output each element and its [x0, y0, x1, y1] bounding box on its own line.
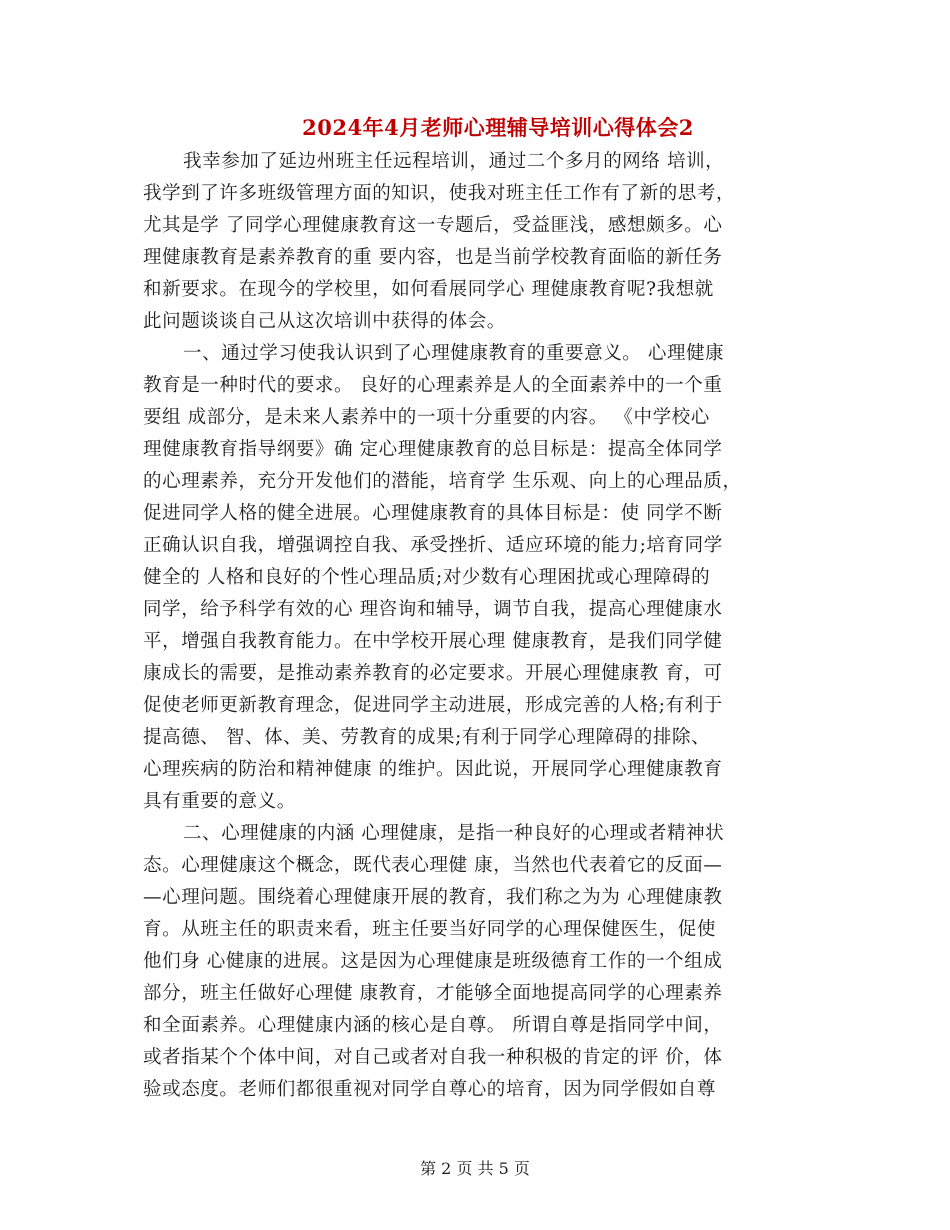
text-line: 同学，给予科学有效的心 理咨询和辅导，调节自我，提高心理健康水 — [143, 599, 723, 620]
text-line: 尤其是学 了同学心理健康教育这一专题后，受益匪浅，感想颇多。心 — [143, 215, 723, 236]
text-line: 和新要求。在现今的学校里，如何看展同学心 理健康教育呢?我想就 — [143, 279, 714, 300]
text-line: 具有重要的意义。 — [143, 791, 296, 812]
text-line: 康成长的需要，是推动素养教育的必定要求。开展心理健康教 育，可 — [143, 663, 723, 684]
text-line: 促进同学人格的健全进展。心理健康教育的具体目标是：使 同学不断 — [143, 503, 723, 524]
text-line: 二、心理健康的内涵 心理健康，是指一种良好的心理或者精神状 — [183, 823, 725, 844]
text-line: 理健康教育是素养教育的重 要内容，也是当前学校教育面临的新任务 — [143, 247, 723, 268]
text-line: —心理问题。围绕着心理健康开展的教育，我们称之为为 心理健康教 — [143, 887, 723, 908]
text-line: 验或态度。老师们都很重视对同学自尊心的培育，因为同学假如自尊 — [143, 1079, 717, 1100]
page-number-footer: 第 2 页 共 5 页 — [420, 1159, 530, 1178]
text-line: 健全的 人格和良好的个性心理品质;对少数有心理困扰或心理障碍的 — [143, 567, 711, 588]
text-line: 一、通过学习使我认识到了心理健康教育的重要意义。 心理健康 — [183, 343, 725, 364]
text-line: 育。从班主任的职责来看，班主任要当好同学的心理保健医生，促使 — [143, 919, 717, 940]
text-line: 部分，班主任做好心理健 康教育，才能够全面地提高同学的心理素养 — [143, 983, 723, 1004]
text-line: 提高德、 智、体、美、劳教育的成果;有利于同学心理障碍的排除、 — [143, 727, 711, 748]
text-line: 教育是一种时代的要求。 良好的心理素养是人的全面素养中的一个重 — [143, 375, 723, 396]
text-line: 促使老师更新教育理念，促进同学主动进展，形成完善的人格;有利于 — [143, 695, 723, 716]
text-line: 我学到了许多班级管理方面的知识，使我对班主任工作有了新的思考， — [143, 183, 736, 204]
text-line: 心理疾病的防治和精神健康 的维护。因此说，开展同学心理健康教育 — [143, 759, 723, 780]
text-line: 和全面素养。心理健康内涵的核心是自尊。 所谓自尊是指同学中间， — [143, 1015, 723, 1036]
text-line: 此问题谈谈自己从这次培训中获得的体会。 — [143, 311, 506, 332]
text-line: 正确认识自我，增强调控自我、承受挫折、适应环境的能力;培育同学 — [143, 535, 723, 556]
text-line: 要组 成部分，是未来人素养中的一项十分重要的内容。 《中学校心 — [143, 407, 710, 428]
text-line: 或者指某个个体中间，对自己或者对自我一种积极的肯定的评 价，体 — [143, 1047, 723, 1068]
text-line: 态。心理健康这个概念，既代表心理健 康，当然也代表着它的反面— — [143, 855, 723, 876]
document-body — [143, 146, 813, 1106]
text-line: 理健康教育指导纲要》确 定心理健康教育的总目标是：提高全体同学 — [143, 439, 723, 460]
text-line: 他们身 心健康的进展。这是因为心理健康是班级德育工作的一个组成 — [143, 951, 723, 972]
text-line: 的心理素养，充分开发他们的潜能，培育学 生乐观、向上的心理品质， — [143, 471, 742, 492]
text-line: 平，增强自我教育能力。在中学校开展心理 健康教育，是我们同学健 — [143, 631, 723, 652]
document-title: 2024年4月老师心理辅导培训心得体会2 — [302, 115, 694, 140]
text-line: 我幸参加了延边州班主任远程培训，通过二个多月的网络 培训， — [183, 151, 725, 172]
